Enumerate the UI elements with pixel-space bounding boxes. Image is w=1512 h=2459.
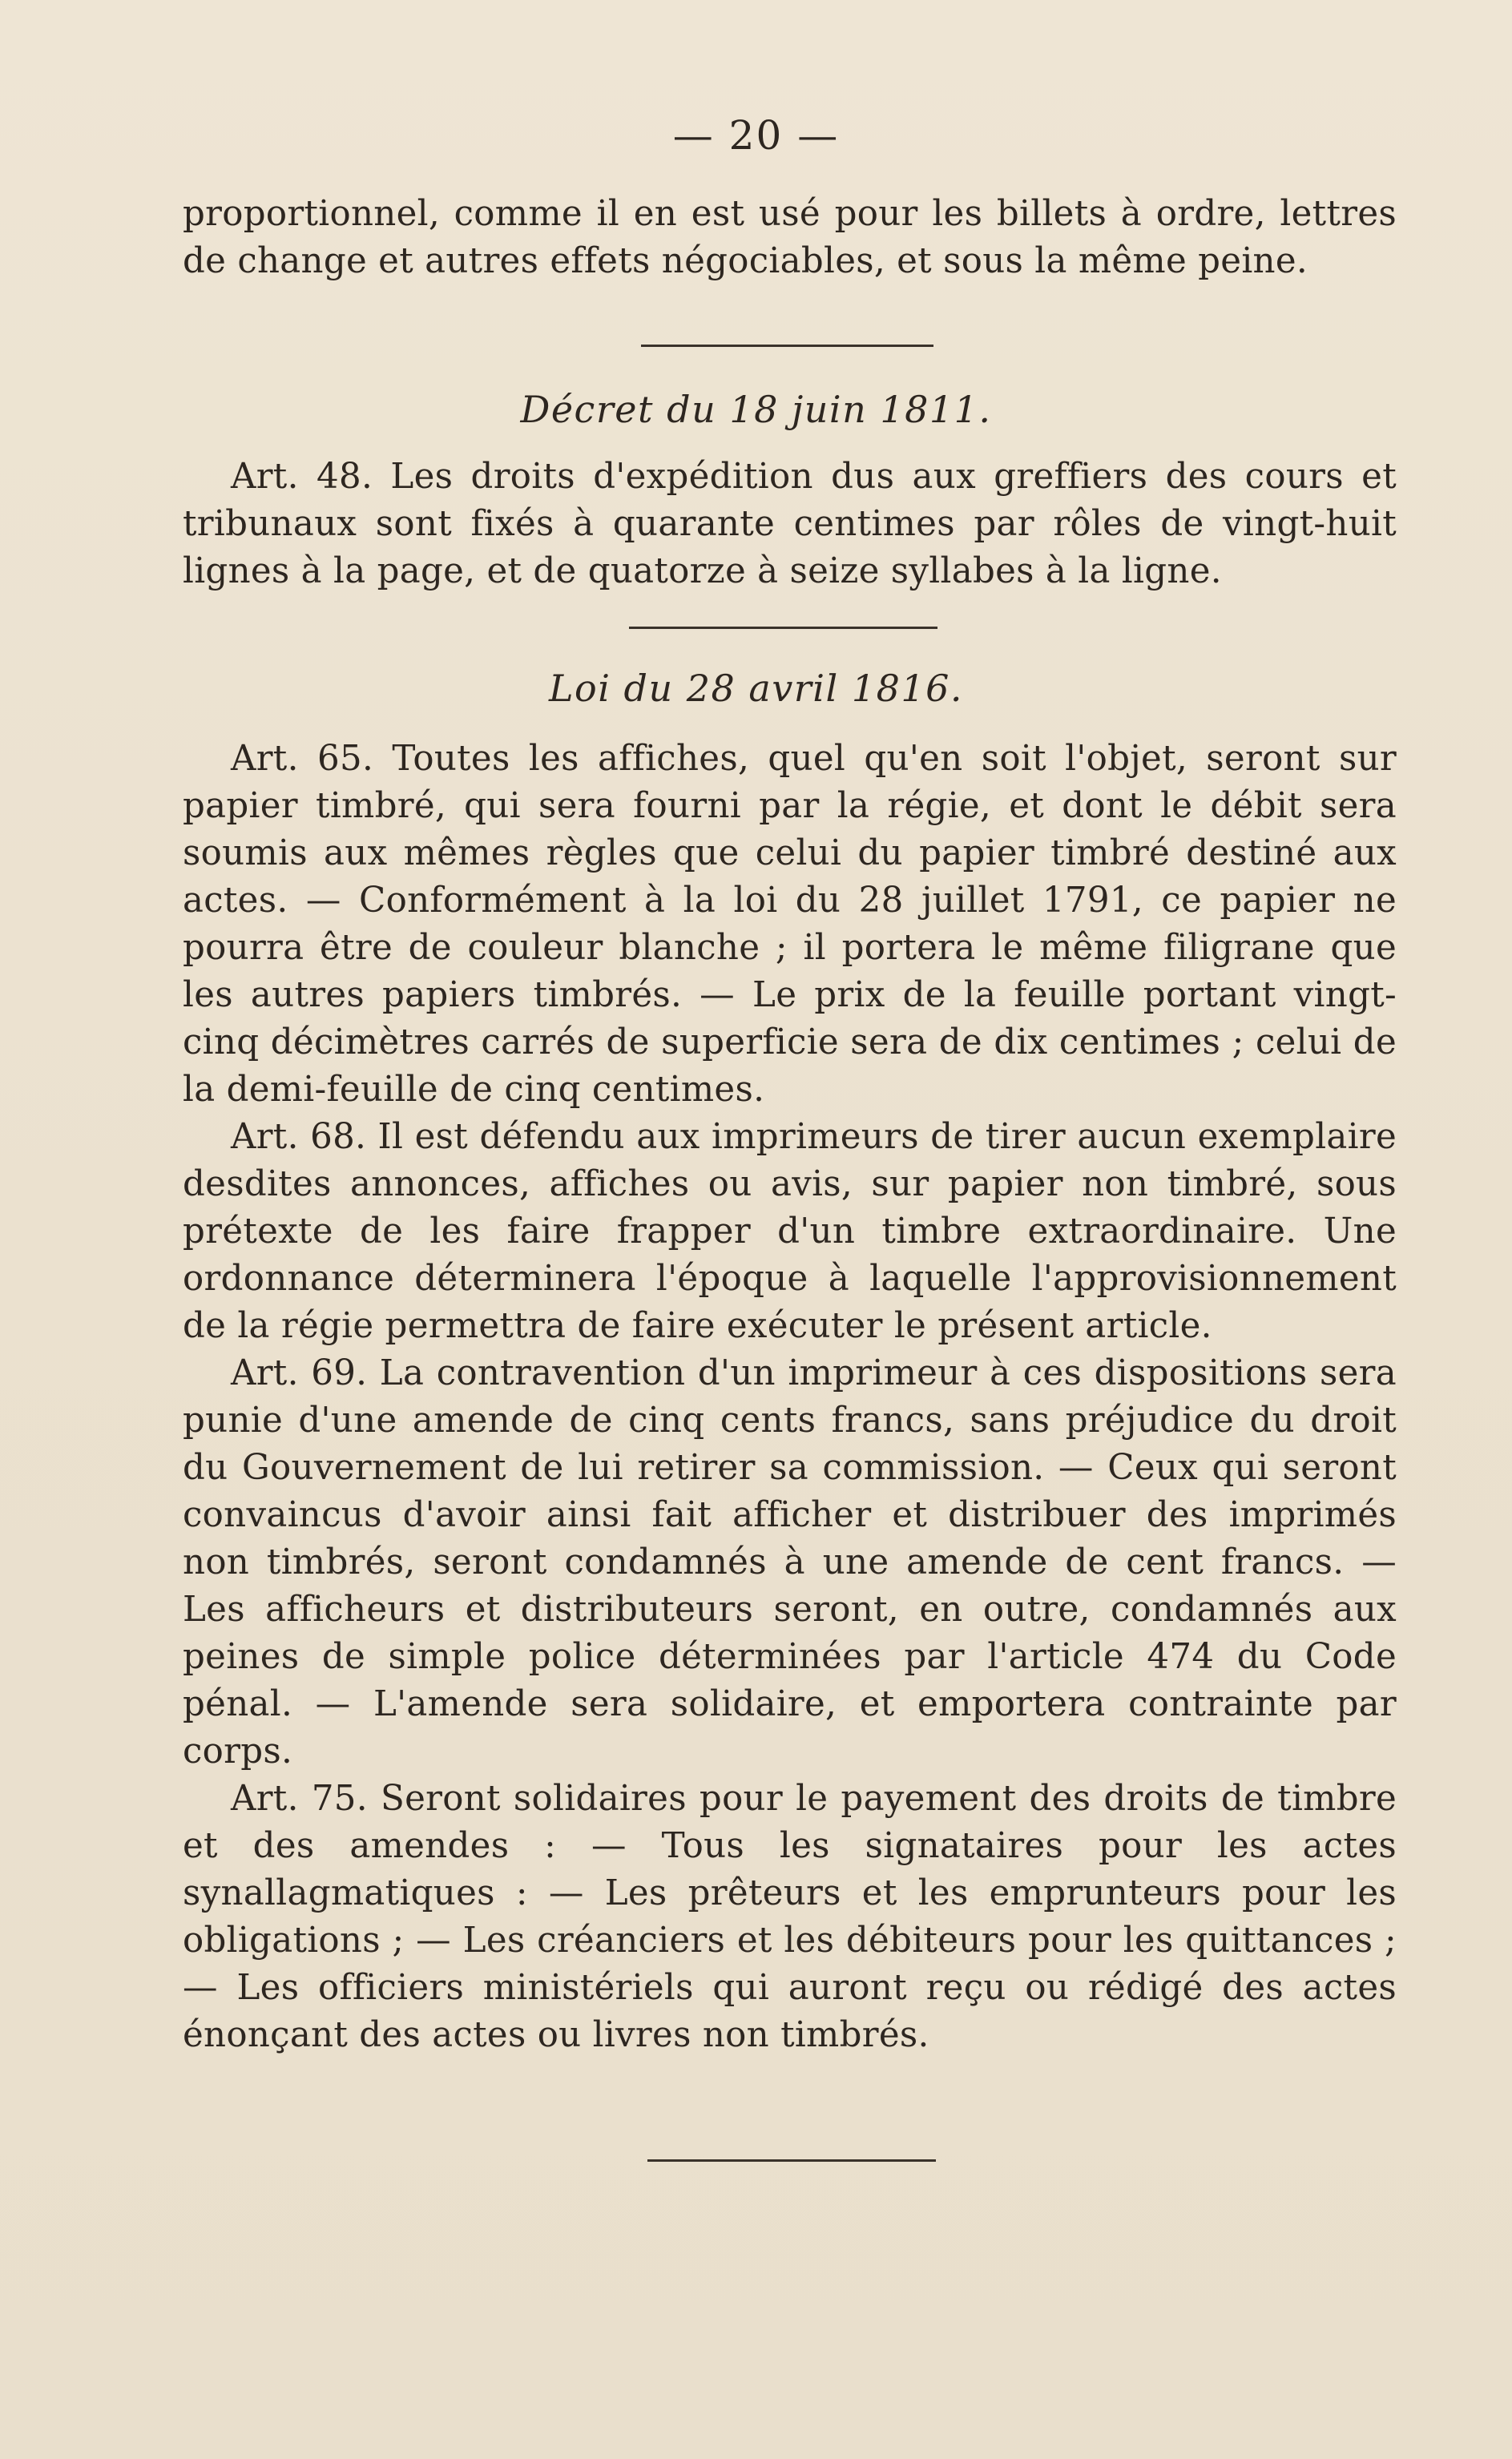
loi-article-65: Art. 65. Toutes les affiches, quel qu'en soit l'objet, seront sur papier timbré, qui sera fourni par la régie, et dont le débit sera soumis aux mêmes règles que celui du papier timbré destiné aux actes. — Conformément à la loi du 28 juillet 1791, ce papier ne pourra être de couleur blanche ; il portera le même filigrane que les autres papiers timbrés. — Le prix de la feuille portant vingt-cinq décimètres carrés de superficie sera de dix centimes ; celui de la demi-feuille de cinq centimes. <box>183 739 1397 1110</box>
section-divider-1 <box>641 345 933 347</box>
intro-paragraph: proportionnel, comme il en est usé pour les billets à ordre, lettres de change et autres effets négociables, et sous la même peine. <box>183 194 1397 281</box>
intro-paragraph-block <box>183 191 1397 285</box>
decret-heading: Décret du 18 juin 1811. <box>520 388 992 431</box>
loi-heading: Loi du 28 avril 1816. <box>548 667 964 710</box>
page-number: — 20 — <box>672 112 840 159</box>
loi-article-69: Art. 69. La contravention d'un imprimeur à ces dispositions sera punie d'une amende de cinq cents francs, sans préjudice du droit du Gouvernement de lui retirer sa commission. — Ceux qui seront convaincus d'avoir ainsi fait afficher et distribuer des imprimés non timbrés, seront condamnés à une amende de cent francs. — Les afficheurs et distributeurs seront, en outre, condamnés aux peines de simple police déterminées par l'article 474 du Code pénal. — L'amende sera solidaire, et emportera contrainte par corps. <box>183 1353 1397 1772</box>
section-divider-2 <box>629 627 937 629</box>
loi-article-75: Art. 75. Seront solidaires pour le payement des droits de timbre et des amendes : — Tous les signataires pour les actes synallagmatiques : — Les prêteurs et les emprunteurs pour les obligations ; — Les créanciers et les débiteurs pour les quittances ; — Les officiers ministériels qui auront reçu ou rédigé des actes énonçant des actes ou livres non timbrés. <box>183 1779 1397 2055</box>
loi-article-68: Art. 68. Il est défendu aux imprimeurs de tirer aucun exemplaire desdites annonces, affiches ou avis, sur papier non timbré, sous prétexte de les faire frapper d'un timbre extraordinaire. Une ordonnance déterminera l'époque à laquelle l'approvisionnement de la régie permettra de faire exécuter le présent article. <box>183 1117 1397 1346</box>
section-divider-3 <box>647 2159 936 2162</box>
loi-articles-block <box>183 736 1397 2059</box>
decret-article-block <box>183 454 1397 595</box>
decret-article-48: Art. 48. Les droits d'expédition dus aux greffiers des cours et tribunaux sont fixés à quarante centimes par rôles de vingt-huit lignes à la page, et de quatorze à seize syllabes à la ligne. <box>183 457 1397 591</box>
